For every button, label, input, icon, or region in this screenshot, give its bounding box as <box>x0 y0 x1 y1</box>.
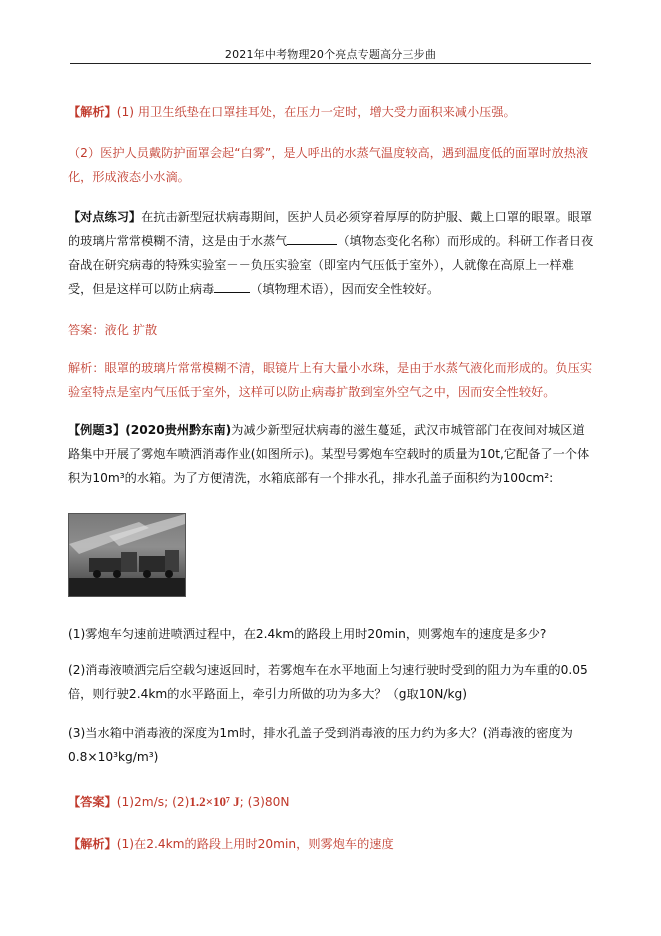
analysis-line-1: (1) 用卫生纸垫在口罩挂耳处，在压力一定时，增大受力面积来减小压强。 <box>116 105 516 119</box>
fog-cannon-truck-photo <box>68 513 186 597</box>
practice-answer: 答案：液化 扩散 <box>68 323 158 337</box>
example-3-block <box>68 418 594 490</box>
blank-2 <box>214 278 250 293</box>
practice-block <box>68 205 594 301</box>
analysis-3-block <box>68 832 594 856</box>
practice-text-b: （填物态变化名称）而形成的。科研工作者日夜奋战在研究病毒的特殊实验室－－负压实验室（即室内气压低于室外），人就像在高原上一样难受，但是这样可以防止病毒 <box>68 234 594 296</box>
answer-3-part-2: ; (3)80N <box>239 795 290 809</box>
photo-drawing <box>69 514 185 596</box>
analysis-3-tag: 【解析】 <box>68 837 117 851</box>
analysis-tag: 【解析】 <box>68 105 117 119</box>
practice-analysis: 解析：眼罩的玻璃片常常模糊不清，眼镜片上有大量小水珠，是由于水蒸气液化而形成的。负压实验室特点是室内气压低于室外，这样可以防止病毒扩散到室外空气之中，因而安全性较好。 <box>68 361 593 399</box>
question-2: (2)消毒液喷洒完后空载匀速返回时，若雾炮车在水平地面上匀速行驶时受到的阻力为车重的0.05倍，则行驶2.4km的水平路面上，牵引力所做的功为多大？（g取10N/kg) <box>68 663 588 701</box>
practice-text-c: （填物理术语），因而安全性较好。 <box>250 282 440 296</box>
example-3-text: 为减少新型冠状病毒的滋生蔓延，武汉市城管部门在夜间对城区道路集中开展了雾炮车喷洒消毒作业(如图所示)。某型号雾炮车空载时的质量为10t,它配备了一个体积为10m³的水箱。为了方便清洗，水箱底部有一个排水孔，排水孔盖子面积约为100cm²: <box>68 423 590 485</box>
blank-1 <box>287 230 337 245</box>
answer-3-work: 1.2×10⁷ J <box>189 794 240 809</box>
analysis-3-text: (1)在2.4km的路段上用时20min，则雾炮车的速度 <box>116 837 394 851</box>
page-header: 2021年中考物理20个亮点专题高分三步曲 <box>224 48 437 61</box>
question-1: (1)雾炮车匀速前进喷洒过程中，在2.4km的路段上用时20min，则雾炮车的速度是多少? <box>68 627 547 641</box>
question-3: (3)当水箱中消毒液的深度为1m时，排水孔盖子受到消毒液的压力约为多大？(消毒液的密度为0.8×10³kg/m³) <box>68 726 573 764</box>
analysis-block-1 <box>68 100 594 124</box>
example-3-tag: 【例题3】(2020贵州黔东南) <box>68 423 232 437</box>
header-divider <box>70 63 591 64</box>
practice-tag: 【对点练习】 <box>68 210 142 224</box>
answer-3-tag: 【答案】 <box>68 795 117 809</box>
answer-3-block <box>68 790 594 814</box>
answer-3-part-1: (1)2m/s; (2) <box>116 795 190 809</box>
analysis-line-2: （2）医护人员戴防护面罩会起“白雾”，是人呼出的水蒸气温度较高，遇到温度低的面罩时放热液化，形成液态小水滴。 <box>68 146 589 184</box>
practice-text-a: 在抗击新型冠状病毒期间，医护人员必须穿着厚厚的防护服、戴上口罩的眼罩。眼罩的玻璃片常常模糊不清，这是由于水蒸气 <box>68 210 593 248</box>
